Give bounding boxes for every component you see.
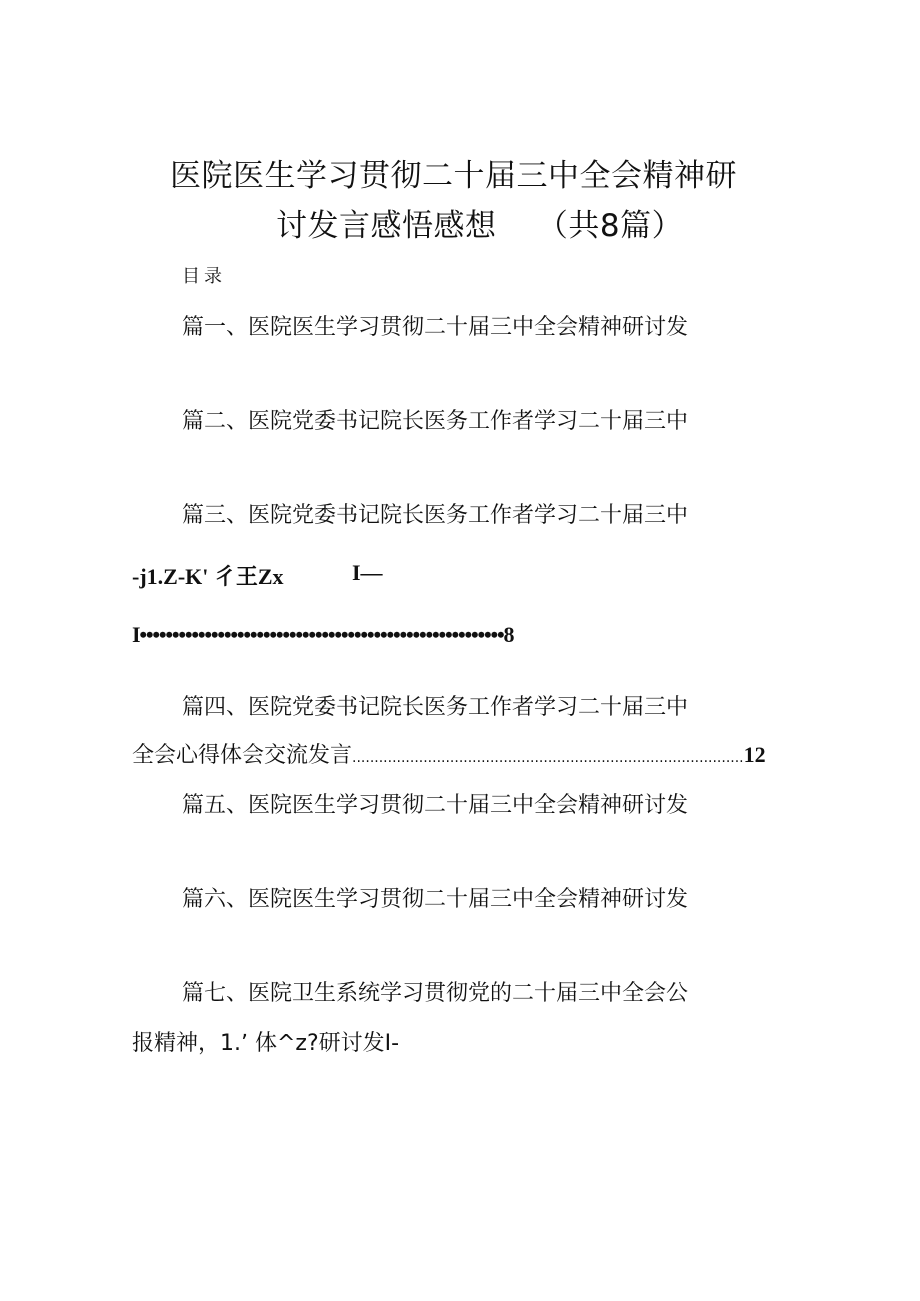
toc-entry-3-dots: I•••••••••••••••••••••••••••••••••••••••••••••••••••••••• xyxy=(132,622,504,647)
toc-entry-4-continuation-text: 全会心得体会交流发言 xyxy=(132,743,353,768)
toc-entry-3-garbled-tail: I— xyxy=(352,560,383,585)
toc-entry-4-continuation xyxy=(132,738,766,769)
toc-entry-3-page-number: 8 xyxy=(503,622,515,647)
toc-entry-3-garbled-text: -j1.Z-K' 彳王Zx xyxy=(132,564,284,589)
document-title-line1: 医院医生学习贯彻二十届三中全会精神研 xyxy=(170,158,737,194)
toc-entry-4[interactable]: 篇四、医院党委书记院长医务工作者学习二十届三中 xyxy=(182,695,689,720)
toc-entry-4-page-number: 12 xyxy=(743,742,766,767)
document-title-count: （共8篇） xyxy=(536,208,684,244)
toc-entry-3-dot-leader xyxy=(132,622,514,648)
toc-entry-7-continuation: 报精神，1.ʼ 体^z?研讨发I- xyxy=(132,1031,400,1056)
toc-entry-2[interactable]: 篇二、医院党委书记院长医务工作者学习二十届三中 xyxy=(182,409,689,434)
toc-entry-6[interactable]: 篇六、医院医生学习贯彻二十届三中全会精神研讨发 xyxy=(182,887,689,912)
toc-entry-1[interactable]: 篇一、医院医生学习贯彻二十届三中全会精神研讨发 xyxy=(182,315,689,340)
toc-entry-7[interactable]: 篇七、医院卫生系统学习贯彻党的二十届三中全会公 xyxy=(182,981,689,1006)
document-title-text: 讨发言感悟感想 xyxy=(276,208,497,244)
toc-entry-5[interactable]: 篇五、医院医生学习贯彻二十届三中全会精神研讨发 xyxy=(182,793,689,818)
toc-label: 目录 xyxy=(182,266,226,287)
toc-entry-3[interactable]: 篇三、医院党委书记院长医务工作者学习二十届三中 xyxy=(182,503,689,528)
document-title-line2 xyxy=(276,200,683,245)
toc-entry-4-dot-leader: ........................................................................................ xyxy=(352,750,744,766)
